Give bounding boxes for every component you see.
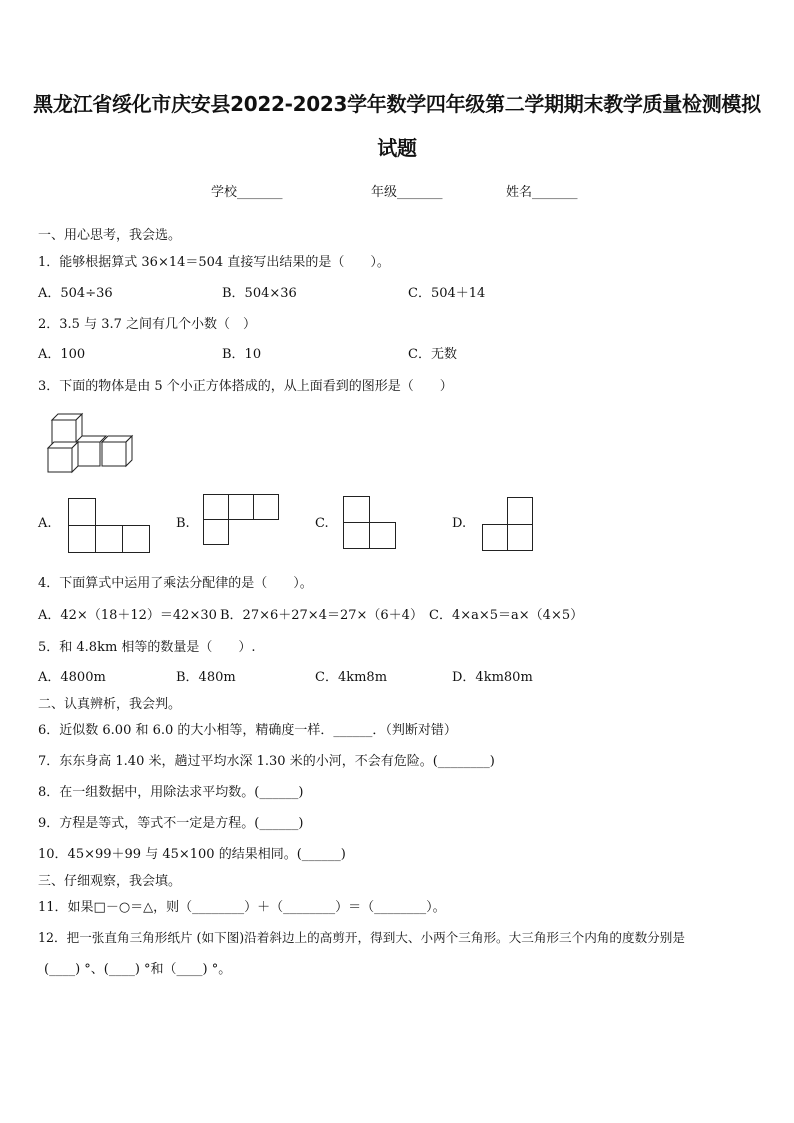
- q5-option-b[interactable]: B．480m: [176, 670, 236, 685]
- question-1: 1．能够根据算式 36×14＝504 直接写出结果的是（ ）。: [38, 255, 390, 270]
- question-3: 3．下面的物体是由 5 个小正方体搭成的，从上面看到的图形是（ ）: [38, 379, 453, 394]
- school-field[interactable]: 学校_______: [211, 185, 283, 200]
- question-10: 10．45×99＋99 与 45×100 的结果相同。(______): [38, 847, 346, 862]
- q4-option-a[interactable]: A．42×（18＋12）＝42×30: [38, 608, 217, 623]
- q1-option-a[interactable]: A．504÷36: [38, 286, 113, 301]
- question-6: 6．近似数 6.00 和 6.0 的大小相等，精确度一样．______．（判断对错）: [38, 723, 457, 738]
- q5-option-d[interactable]: D．4km80m: [452, 670, 533, 685]
- q3-option-b-figure: [203, 494, 283, 550]
- q3-option-a[interactable]: A.: [38, 516, 52, 531]
- question-2: 2．3.5 与 3.7 之间有几个小数（ ）: [38, 317, 257, 332]
- q3-option-d[interactable]: D.: [452, 516, 467, 531]
- question-5: 5．和 4.8km 相等的数量是（ ）.: [38, 640, 256, 655]
- question-4: 4．下面算式中运用了乘法分配律的是（ ）。: [38, 576, 313, 591]
- q5-option-a[interactable]: A．4800m: [38, 670, 106, 685]
- q3-option-d-figure: [482, 497, 538, 553]
- q1-option-c[interactable]: C．504＋14: [408, 286, 486, 301]
- q3-option-c-figure: [343, 496, 399, 552]
- q1-option-b[interactable]: B．504×36: [222, 286, 297, 301]
- question-7: 7．东东身高 1.40 米，趟过平均水深 1.30 米的小河，不会有危险。(________): [38, 754, 495, 769]
- section-1-heading: 一、用心思考，我会选。: [38, 228, 182, 243]
- question-12-line-1: 12．把一张直角三角形纸片 (如下图)沿着斜边上的高剪开，得到大、小两个三角形。大三角形三个内角的度数分别是: [38, 930, 685, 945]
- question-11: 11．如果□－○＝△，则（________）＋（________）＝（________）。: [38, 900, 446, 915]
- q2-option-b[interactable]: B．10: [222, 347, 262, 362]
- q2-option-c[interactable]: C．无数: [408, 347, 457, 362]
- q3-option-b[interactable]: B.: [176, 516, 190, 531]
- q4-option-b[interactable]: B．27×6＋27×4＝27×（6＋4）: [220, 608, 423, 623]
- page-title: 黑龙江省绥化市庆安县2022-2023学年数学四年级第二学期期末教学质量检测模拟试题: [33, 92, 761, 160]
- q4-option-c[interactable]: C．4×a×5＝a×（4×5）: [429, 608, 584, 623]
- name-field[interactable]: 姓名_______: [506, 185, 578, 200]
- question-9: 9．方程是等式，等式不一定是方程。(______): [38, 816, 304, 831]
- question-8: 8．在一组数据中，用除法求平均数。(______): [38, 785, 304, 800]
- question-12-line-2: (____) °、(____) °和（____) °。: [44, 962, 232, 977]
- q5-option-c[interactable]: C．4km8m: [315, 670, 388, 685]
- section-3-heading: 三、仔细观察，我会填。: [38, 874, 182, 889]
- grade-field[interactable]: 年级_______: [371, 185, 443, 200]
- cube-stack-figure: [44, 412, 139, 476]
- q3-option-a-figure: [68, 498, 152, 554]
- q2-option-a[interactable]: A．100: [38, 347, 86, 362]
- q3-option-c[interactable]: C.: [315, 516, 329, 531]
- section-2-heading: 二、认真辨析，我会判。: [38, 697, 182, 712]
